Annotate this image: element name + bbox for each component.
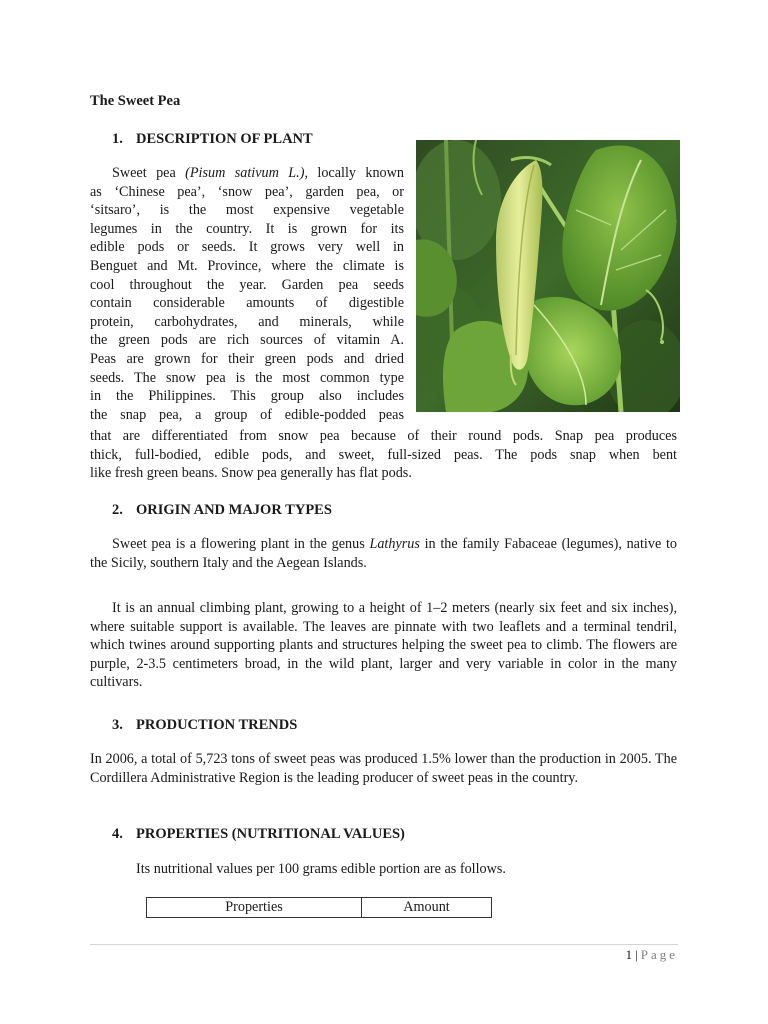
section-2-paragraph-2	[90, 599, 677, 692]
text-run: Sweet pea	[112, 165, 186, 181]
table-header-row	[147, 898, 492, 918]
text-line: as ‘Chinese pea’, ‘snow pea’, garden pea, or	[90, 183, 404, 200]
text-line: in the Philippines. This group also includes	[90, 388, 404, 405]
section-title: PROPERTIES (NUTRITIONAL VALUES)	[136, 826, 405, 842]
text-line: thick, full-bodied, edible pods, and sweet, full-sized peas. The pods snap when bent	[90, 446, 677, 463]
sweet-pea-photo	[416, 140, 680, 412]
section-1-paragraph-full	[90, 427, 677, 483]
section-4-heading	[112, 825, 405, 844]
section-number: 2.	[112, 502, 123, 518]
table-header-cell: Amount	[362, 898, 492, 918]
scientific-name: (Pisum sativum L.)	[185, 165, 305, 181]
section-3-paragraph	[90, 750, 677, 787]
paragraph: In 2006, a total of 5,723 tons of sweet peas was produced 1.5% lower than the production in 2005. The Cordillera Administrative Region is the leading producer of sweet peas in the country.	[90, 751, 677, 786]
section-number: 4.	[112, 826, 123, 842]
text-line: edible pods or seeds. It grows very well in	[90, 239, 404, 256]
footer-divider	[90, 944, 678, 945]
text-line: ‘sitsaro’, is the most expensive vegetable	[90, 202, 404, 219]
section-3-heading	[112, 716, 297, 735]
text-line: Benguet and Mt. Province, where the climate is	[90, 257, 404, 274]
section-2-heading	[112, 501, 332, 520]
text-run: in the family Fabaceae (legumes), native to the Sicily, southern Italy and the Aegean Islands.	[90, 536, 677, 571]
text-run: , locally known	[304, 165, 404, 181]
text-line: legumes in the country. It is grown for its	[90, 220, 404, 237]
paragraph: It is an annual climbing plant, growing to a height of 1–2 meters (nearly six feet and six inches), where suitable support is available. The leaves are pinnate with two leaflets and a terminal tendril, which twines around supporting plants and structures helping the sweet pea to climb. The flowers are purple, 2-3.5 centimeters broad, in the wild plant, larger and very variable in color in the many cultivars.	[90, 600, 677, 691]
table-header-cell: Properties	[147, 898, 362, 918]
text-line: protein, carbohydrates, and minerals, while	[90, 313, 404, 330]
section-1-paragraph-wrapped	[90, 164, 404, 424]
text-line: seeds. The snow pea is the most common type	[90, 369, 404, 386]
text-line: that are differentiated from snow pea because of their round pods. Snap pea produces	[90, 428, 677, 444]
text-run: Sweet pea is a flowering plant in the genus	[112, 536, 370, 552]
nutrition-table	[146, 897, 492, 918]
text-line: contain considerable amounts of digestible	[90, 295, 404, 312]
section-title: PRODUCTION TRENDS	[136, 717, 298, 733]
section-number: 1.	[112, 131, 123, 147]
page-footer	[626, 946, 678, 965]
section-1-heading	[112, 130, 313, 149]
genus-name: Lathyrus	[369, 536, 420, 552]
text-line: like fresh green beans. Snow pea generally has flat pods.	[90, 465, 412, 482]
document-title: The Sweet Pea	[90, 93, 181, 109]
section-2-paragraph-1	[90, 535, 677, 572]
paragraph	[90, 535, 677, 572]
page-number: 1	[625, 947, 633, 962]
paragraph: Its nutritional values per 100 grams edible portion are as follows.	[136, 861, 506, 877]
text-line: the snap pea, a group of edible-podded peas	[90, 406, 404, 423]
section-title: DESCRIPTION OF PLANT	[136, 131, 313, 147]
footer-separator: |	[635, 947, 638, 962]
page-label: Page	[640, 947, 678, 962]
section-number: 3.	[112, 717, 123, 733]
text-line: cool throughout the year. Garden pea seeds	[90, 276, 404, 293]
text-line: the green pods are rich sources of vitamin A.	[90, 332, 404, 349]
text-line: Peas are grown for their green pods and dried	[90, 350, 404, 367]
section-4-intro	[136, 860, 676, 879]
text-line	[90, 164, 404, 183]
section-title: ORIGIN AND MAJOR TYPES	[136, 502, 332, 518]
